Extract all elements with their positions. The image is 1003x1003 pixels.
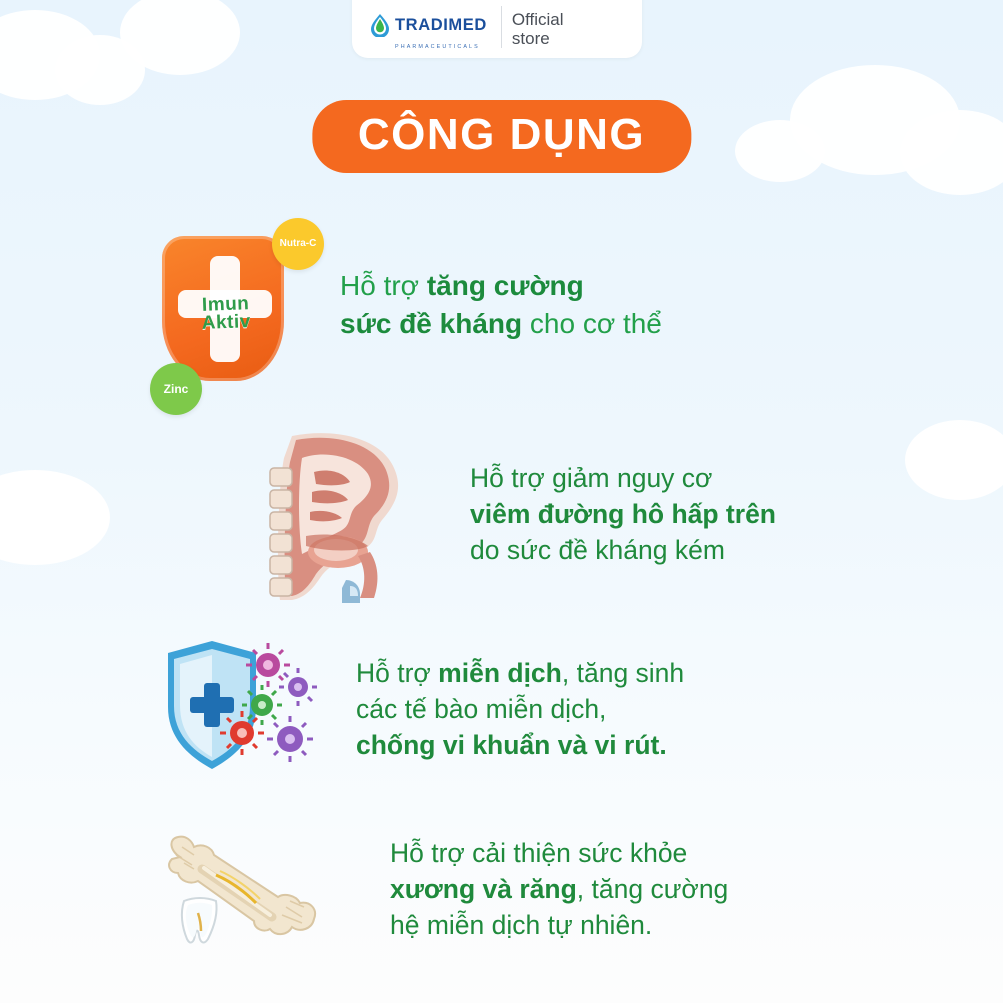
footer-space: [0, 943, 1003, 1003]
cloud-decoration-icon: [735, 120, 825, 182]
benefit-item-3: [0, 620, 1003, 800]
brand-header: [352, 0, 642, 58]
product-name: Imun Aktiv: [201, 292, 252, 334]
product-box-shield-icon: [150, 218, 317, 396]
nutra-c-badge: Nutra-C: [272, 218, 324, 270]
leaf-drop-logo-icon: [370, 13, 390, 37]
benefit-item-1: [0, 200, 1003, 410]
bone-tooth-icon: [160, 835, 350, 945]
benefit-list: [0, 200, 1003, 980]
blue-shield-germs-icon: [150, 635, 320, 785]
page-title-text: CÔNG DỤNG: [357, 110, 646, 159]
brand-tagline: PHARMACEUTICALS: [395, 44, 480, 50]
zinc-badge: Zinc: [150, 363, 202, 415]
benefit-text-2: Hỗ trợ giảm nguy cơ viêm đường hô hấp trên do sức đề kháng kém: [470, 463, 776, 565]
benefit-item-2: [0, 410, 1003, 620]
official-store-label: Official store: [511, 9, 564, 49]
divider: [501, 6, 502, 48]
page-title: [312, 100, 691, 173]
benefit-text-1: Hỗ trợ tăng cường sức đề kháng cho cơ thể: [340, 270, 662, 339]
brand-wordmark: TRADIMED: [395, 15, 487, 34]
benefit-text-3: Hỗ trợ miễn dịch, tăng sinh các tế bào miễn dịch, chống vi khuẩn và vi rút.: [356, 658, 685, 760]
head-airway-anatomy-icon: [262, 428, 432, 603]
cloud-decoration-icon: [900, 110, 1003, 195]
benefit-text-4: Hỗ trợ cải thiện sức khỏe xương và răng, tăng cường hệ miễn dịch tự nhiên.: [390, 838, 729, 940]
brand-logo: [352, 13, 501, 50]
